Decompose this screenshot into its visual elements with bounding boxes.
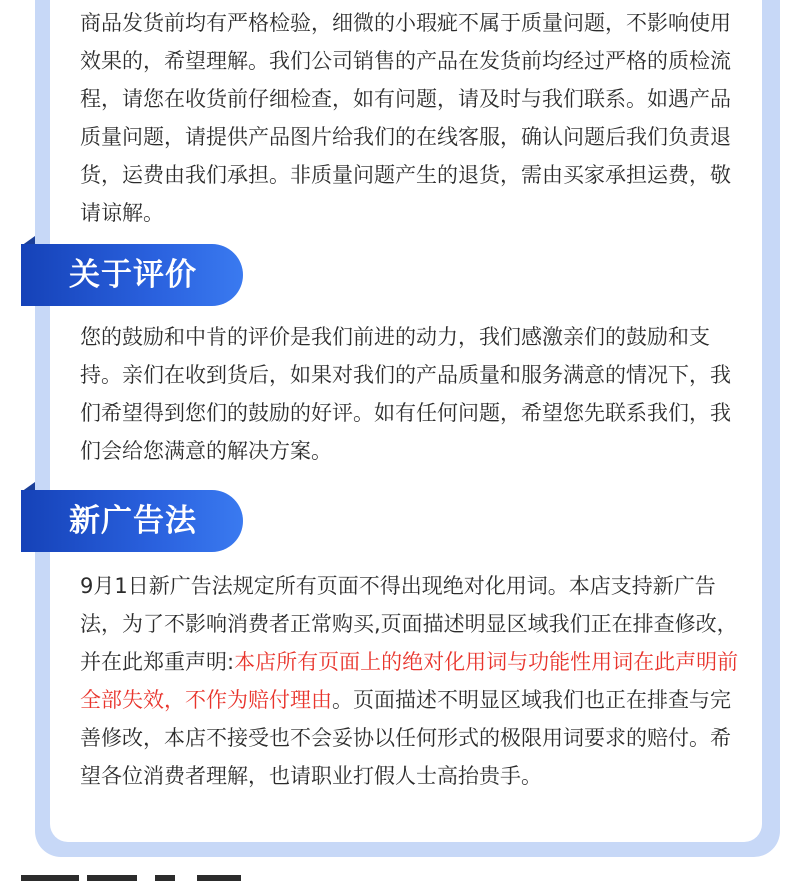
review-paragraph: 您的鼓励和中肯的评价是我们前进的动力，我们感激亲们的鼓励和支持。亲们在收到货后，如果对我们的产品质量和服务满意的情况下，我们希望得到您们的鼓励的好评。如有任何问题，希望您先联系我们，我们会给您满意的解决方案。 [80, 325, 731, 463]
ad-law-paragraph [80, 567, 744, 795]
review-section-title: 关于评价 [21, 244, 243, 306]
quality-paragraph: 商品发货前均有严格检验，细微的小瑕疵不属于质量问题，不影响使用效果的，希望理解。我们公司销售的产品在发货前均经过严格的质检流程，请您在收货前仔细检查，如有问题，请及时与我们联系。如遇产品质量问题，请提供产品图片给我们的在线客服，确认问题后我们负责退货，运费由我们承担。非质量问题产生的退货，需由买家承担运费，敬请谅解。 [80, 11, 731, 225]
ad-law-highlight-text: 本店所有页面上的绝对化用词与功能性用词在此声明前全部失效，不作为赔付理由 [80, 650, 739, 712]
ad-law-text-end: 。页面描述不明显区域我们也正在排查与完善修改，本店不接受也不会妥协以任何形式的极限用词要求的赔付。希望各位消费者理解，也请职业打假人士高抬贵手。 [80, 688, 731, 788]
ad-law-text-start: 9月1日新广告法规定所有页面不得出现绝对化用词。本店支持新广告法，为了不影响消费者正常购买,页面描述明显区域我们正在排查修改，并在此郑重声明: [80, 574, 738, 674]
ad-law-section-title: 新广告法 [21, 490, 243, 552]
